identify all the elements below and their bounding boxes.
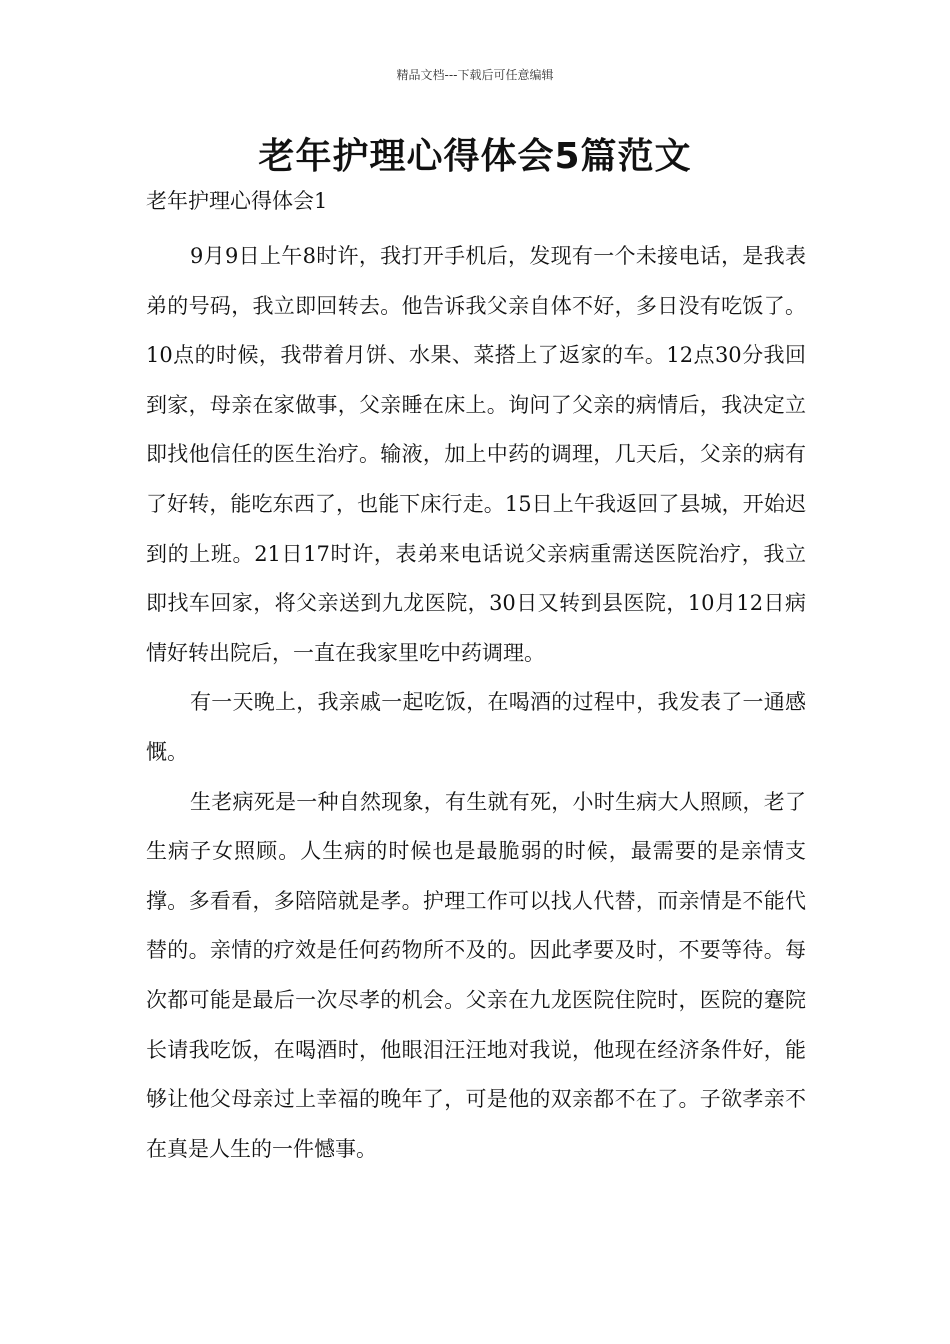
section-heading: 老年护理心得体会1 (146, 189, 328, 213)
paragraph-3: 生老病死是一种自然现象，有生就有死，小时生病大人照顾，老了生病子女照顾。人生病的时候也是最脆弱的时候，最需要的是亲情支撑。多看看，多陪陪就是孝。护理工作可以找人代替，而亲情是不能代替的。亲情的疗效是任何药物所不及的。因此孝要及时，不要等待。每次都可能是最后一次尽孝的机会。父亲在九龙医院住院时，医院的蹇院长请我吃饭，在喝酒时，他眼泪汪汪地对我说，他现在经济条件好，能够让他父母亲过上幸福的晚年了，可是他的双亲都不在了。子欲孝亲不在真是人生的一件憾事。 (146, 789, 806, 1161)
paragraph-1: 9月9日上午8时许，我打开手机后，发现有一个未接电话，是我表弟的号码，我立即回转去。他告诉我父亲自体不好，多日没有吃饭了。10点的时候，我带着月饼、水果、菜搭上了返家的车。12点30分我回到家，母亲在家做事，父亲睡在床上。询问了父亲的病情后，我决定立即找他信任的医生治疗。输液，加上中药的调理，几天后，父亲的病有了好转，能吃东西了，也能下床行走。15日上午我返回了县城，开始迟到的上班。21日17时许，表弟来电话说父亲病重需送医院治疗，我立即找车回家，将父亲送到九龙医院，30日又转到县医院，10月12日病情好转出院后，一直在我家里吃中药调理。 (146, 244, 806, 665)
header-note: 精品文档---下载后可任意编辑 (396, 68, 554, 82)
paragraph-2: 有一天晚上，我亲戚一起吃饭，在喝酒的过程中，我发表了一通感慨。 (146, 690, 806, 764)
body-text (146, 232, 806, 1174)
document-title: 老年护理心得体会5篇范文 (258, 136, 692, 177)
